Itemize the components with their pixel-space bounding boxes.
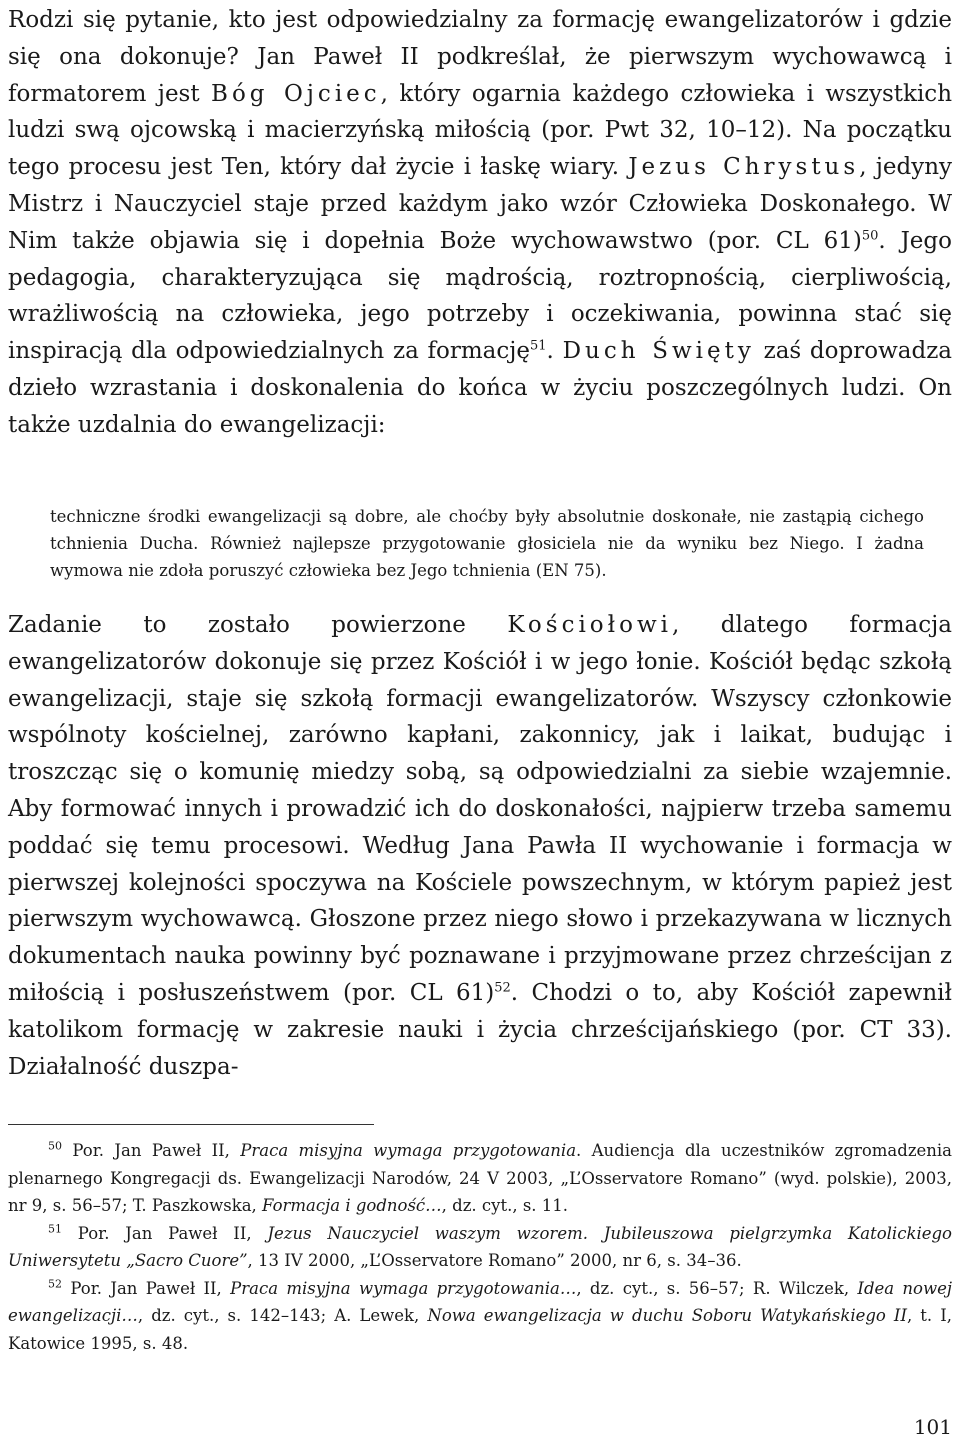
footnote-title: Jezus Nauczyciel waszym wzorem. Jubileuszowa pielgrzymka Katolickiego Uniwersytetu „Sacro Cuore” <box>8 1223 952 1270</box>
footnote-text: , dz. cyt., s. 142–143; A. Lewek, <box>137 1306 420 1325</box>
footnote-text: Por. Jan Paweł II, <box>77 1223 252 1243</box>
p1-text-6: zaś doprowadza dzieło wzrastania i doskonalenia do końca w życiu poszczególnych ludzi. On także uzdalnia do ewangelizacji: <box>8 338 953 438</box>
body-paragraph-2 <box>8 607 952 1085</box>
footnote-text: , t. I, Katowice 1995, s. 48. <box>8 1306 952 1353</box>
footnote-ref-50: 50 <box>861 228 879 244</box>
p1-text-1: Rodzi się pytanie, kto jest odpowiedzialny za formację ewangelizatorów i gdzie się ona dokonuje? Jan Paweł II podkreślał, że pierwszym wychowawcą i formatorem jest <box>8 7 952 107</box>
footnote-50 <box>8 1137 952 1220</box>
emphasis-kosciolowi: Kościołowi <box>507 612 673 638</box>
footnote-text: Por. Jan Paweł II, <box>70 1278 222 1298</box>
footnote-title: Praca misyjna wymaga przygotowania… <box>230 1278 577 1298</box>
footnote-51 <box>8 1220 952 1275</box>
p1-text-3: , jedyny Mistrz i Nauczyciel staje przed każdym jako wzór Człowieka Doskonałego. W Nim także objawia się i dopełnia Boże wychowawstwo (por. CL 61) <box>8 154 953 254</box>
body-paragraph-1 <box>8 2 952 444</box>
footnote-title: Idea nowej ewangelizacji… <box>8 1278 952 1325</box>
p2-text-1: Zadanie to zostało powierzone <box>8 612 466 638</box>
footnote-ref-52: 52 <box>494 980 511 996</box>
footnote-number: 50 <box>48 1139 62 1153</box>
footnote-title: Nowa ewangelizacja w duchu Soboru Watykańskiego II <box>427 1306 907 1325</box>
emphasis-duch-swiety: Duch Święty <box>562 338 755 365</box>
footnote-52 <box>8 1275 952 1358</box>
footnote-text: . Audiencja dla uczestników zgromadzenia plenarnego Kongregacji ds. Ewangelizacji Narodów, 24 V 2003, „L’Osservatore Romano” (wyd. polskie), 2003, nr 9, s. 56–57; T. Paszkowska, <box>8 1141 953 1215</box>
emphasis-bog-ojciec: Bóg Ojciec <box>211 80 381 107</box>
emphasis-jezus-chrystus: Jezus Chrystus <box>628 154 860 181</box>
footnote-title: Formacja i godność… <box>262 1196 442 1215</box>
footnote-ref-51: 51 <box>529 338 547 354</box>
footnote-separator <box>8 1124 374 1125</box>
p2-text-2: , dlatego formacja ewangelizatorów dokonuje się przez Kościół i w jego łonie. Kościół będąc szkołą ewangelizacji, staje się szkołą formacji ewangelizatorów. Wszyscy członkowie wspólnoty kościelnej, zarówno kapłani, zakonnicy, jak i laikat, budując i troszcząc się o komunię miedzy sobą, są odpowiedzialni za siebie wzajemnie. Aby formować innych i prowadzić ich do doskonałości, najpierw trzeba samemu poddać się temu procesowi. Według Jana Pawła II wychowanie i formacja w pierwszej kolejności spoczywa na Kościele powszechnym, w którym papież jest pierwszym wychowawcą. Głoszone przez niego słowo i przekazywana w licznych dokumentach nauka powinny być poznawane i przyjmowane przez chrześcijan z miłością i posłuszeństwem (por. CL 61) <box>8 612 952 1006</box>
footnote-text: , 13 IV 2000, „L’Osservatore Romano” 2000, nr 6, s. 34–36. <box>247 1251 742 1270</box>
footnotes <box>8 1137 952 1357</box>
footnote-number: 51 <box>48 1222 62 1235</box>
footnote-number: 52 <box>48 1277 62 1290</box>
footnote-text: , dz. cyt., s. 56–57; R. Wilczek, <box>576 1278 850 1298</box>
p2-text-3: . Chodzi o to, aby Kościół zapewnił katolikom formację w zakresie nauki i życia chrześcijańskiego (por. CT 33). Działalność duszpa- <box>8 979 952 1080</box>
p1-text-2: , który ogarnia każdego człowieka i wszystkich ludzi swą ojcowską i macierzyńską miłością (por. Pwt 32, 10–12). Na początku tego procesu jest Ten, który dał życie i łaskę wiary. <box>8 80 953 181</box>
footnote-text: , dz. cyt., s. 11. <box>441 1196 569 1215</box>
footnote-text: Por. Jan Paweł II, <box>72 1141 230 1160</box>
block-quote: techniczne środki ewangelizacji są dobre, ale choćby były absolutnie doskonałe, nie zastąpią cichego tchnienia Ducha. Również najlepsze przygotowanie głosiciela nie da wyniku bez Niego. I żadna wymowa nie zdoła poruszyć człowieka bez Jego tchnienia (EN 75). <box>50 507 924 580</box>
p1-text-5: . <box>546 338 554 365</box>
footnote-title: Praca misyjna wymaga przygotowania <box>240 1141 577 1160</box>
page-number: 101 <box>913 1415 952 1439</box>
p1-text-4: . Jego pedagogia, charakteryzująca się mądrością, roztropnością, cierpliwością, wrażliwością na człowieka, jego potrzeby i oczekiwania, powinna stać się inspiracją dla odpowiedzialnych za formację <box>8 227 952 365</box>
